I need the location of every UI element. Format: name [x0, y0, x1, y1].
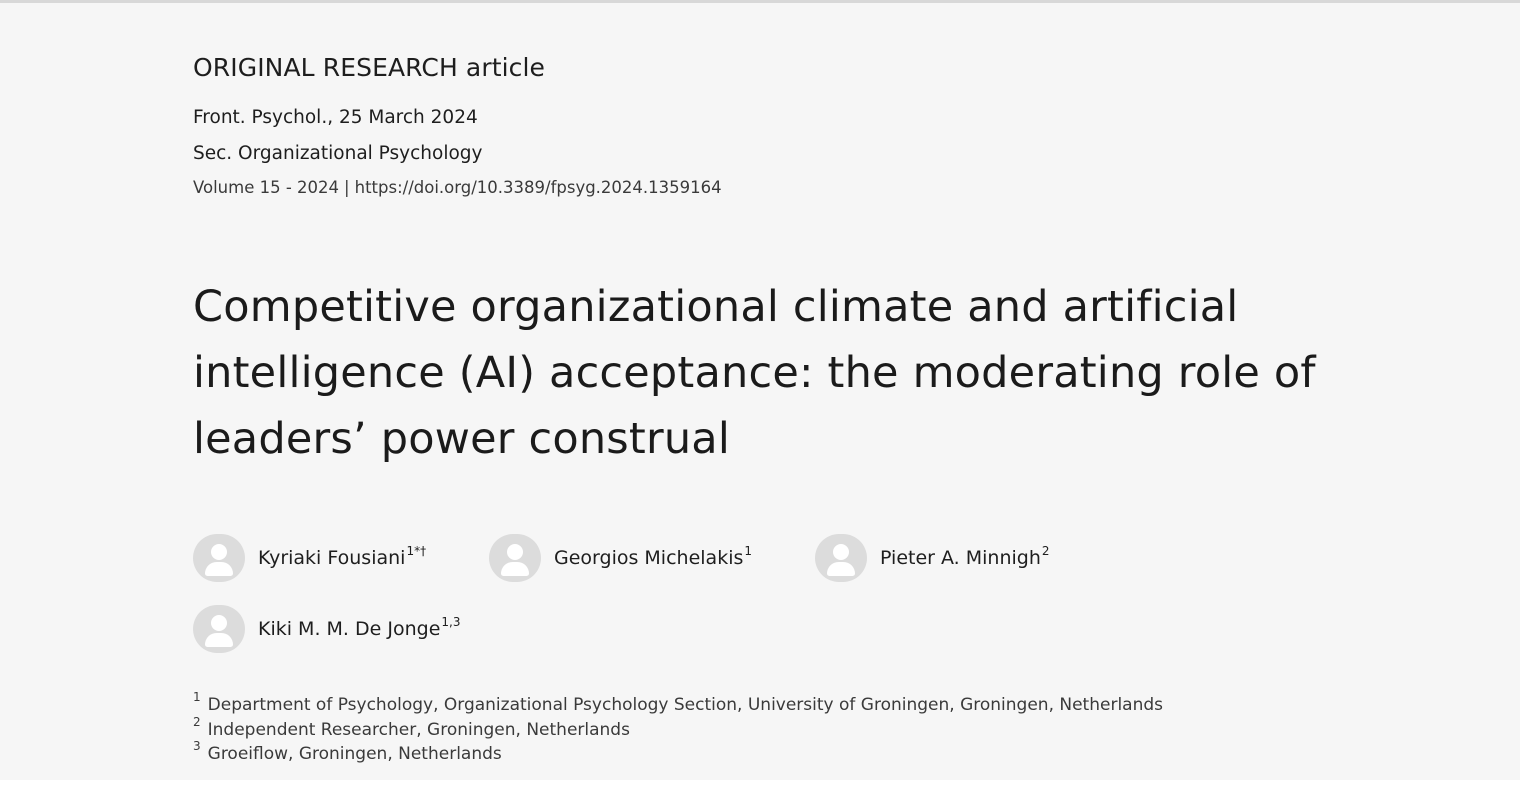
author-affiliation-sup: 1*† [406, 544, 427, 558]
affiliation-number: 2 [193, 714, 201, 729]
author-item[interactable] [489, 534, 752, 582]
doi-link[interactable]: https://doi.org/10.3389/fpsyg.2024.1359164 [354, 178, 722, 197]
author-name[interactable]: Kyriaki Fousiani$^{1*\dagger}$ [258, 544, 427, 569]
user-avatar-icon [489, 534, 541, 582]
user-avatar-icon [193, 534, 245, 582]
journal-citation: Front. Psychol., 25 March 2024 [193, 107, 478, 128]
journal-section[interactable]: Sec. Organizational Psychology [193, 143, 483, 164]
affiliation-item [193, 714, 1393, 743]
article-title: Competitive organizational climate and artificial intelligence (AI) acceptance: the moderating role of leaders’ power construal [193, 282, 1316, 464]
affiliation-number: 1 [193, 690, 201, 704]
author-name[interactable]: Kiki M. M. De Jonge$^{1,3}$ [258, 615, 461, 640]
author-affiliation-sup: 2 [1041, 544, 1050, 558]
affiliation-list [193, 690, 1393, 767]
separator: | [344, 178, 350, 197]
user-avatar-icon [193, 605, 245, 653]
volume-doi-line [193, 178, 722, 197]
author-affiliation-sup: 1 [744, 544, 753, 558]
volume-label: Volume 15 - 2024 [193, 178, 340, 197]
user-avatar-icon [815, 534, 867, 582]
affiliation-item [193, 690, 1393, 718]
affiliation-number: 3 [193, 739, 201, 753]
affiliation-text: Groeiflow, Groningen, Netherlands [207, 744, 502, 764]
affiliation-text: Independent Researcher, Groningen, Netherlands [207, 719, 630, 740]
author-name[interactable]: Georgios Michelakis$^1$ [554, 544, 753, 569]
author-item[interactable] [193, 534, 426, 582]
author-item[interactable] [815, 534, 1050, 582]
affiliation-item [193, 739, 1393, 767]
affiliation-text: Department of Psychology, Organizational Psychology Section, University of Groningen, Groningen, Netherlands [207, 695, 1164, 715]
author-item[interactable] [193, 605, 460, 653]
author-affiliation-sup: 1,3 [441, 615, 461, 629]
article-type: ORIGINAL RESEARCH article [193, 53, 546, 82]
author-name[interactable]: Pieter A. Minnigh$^2$ [880, 544, 1050, 569]
